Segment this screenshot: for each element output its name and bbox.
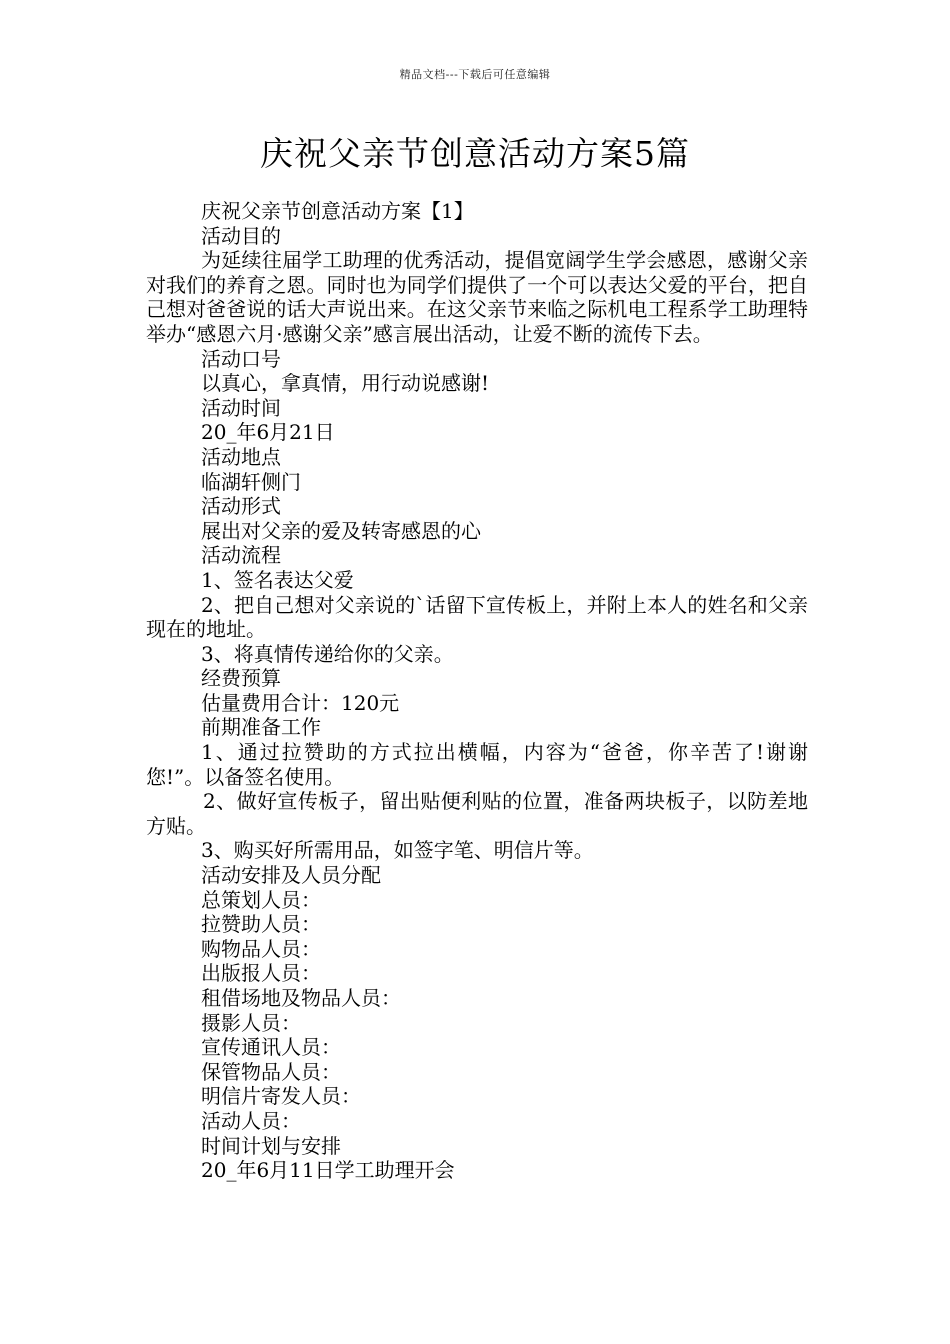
header-note: 精品文档---下载后可任意编辑 [399,68,551,81]
prep-step: 2、做好宣传板子，留出贴便利贴的位置，准备两块板子，以防差地方贴。 [146,789,808,838]
schedule-heading: 时间计划与安排 [201,1133,341,1158]
staff-role: 宣传通讯人员： [201,1035,341,1060]
staff-role: 摄影人员： [201,1010,301,1035]
budget-heading: 经费预算 [201,666,281,691]
staff-heading: 活动安排及人员分配 [201,863,381,888]
process-heading: 活动流程 [201,543,281,568]
process-step: 2、把自己想对父亲说的`话留下宣传板上，并附上本人的姓名和父亲现在的地址。 [146,592,808,642]
process-step: 3、将真情传递给你的父亲。 [201,641,454,666]
purpose-heading: 活动目的 [201,223,281,248]
staff-role: 活动人员： [201,1108,301,1133]
budget-text: 估量费用合计：120元 [201,690,400,715]
place-text: 临湖轩侧门 [201,469,301,494]
time-text: 20_年6月21日 [201,420,335,445]
form-heading: 活动形式 [201,494,281,519]
time-heading: 活动时间 [201,395,281,420]
prep-heading: 前期准备工作 [201,715,321,740]
staff-role: 拉赞助人员： [201,912,321,937]
staff-role: 购物品人员： [201,936,321,961]
purpose-paragraph: 为延续往届学工助理的优秀活动，提倡宽阔学生学会感恩，感谢父亲对我们的养育之恩。同时也为同学们提供了一个可以表达父爱的平台，把自己想对爸爸说的话大声说出来。在这父亲节来临之际机电工程系学工助理特举办“感恩六月·感谢父亲”感言展出活动，让爱不断的流传下去。 [146,248,808,346]
schedule-item: 20_年6月11日学工助理开会 [201,1158,455,1183]
staff-role: 明信片寄发人员： [201,1084,361,1109]
staff-role: 总策划人员： [201,887,321,912]
section-title: 庆祝父亲节创意活动方案【1】 [201,199,474,223]
prep-step: 3、购买好所需用品，如签字笔、明信片等。 [201,838,594,863]
form-text: 展出对父亲的爱及转寄感恩的心 [201,518,481,543]
staff-role: 租借场地及物品人员： [201,986,401,1010]
process-step: 1、签名表达父爱 [201,567,354,592]
place-heading: 活动地点 [201,444,281,469]
staff-role: 保管物品人员： [201,1059,341,1084]
document-body [146,199,808,1183]
document-title: 庆祝父亲节创意活动方案5篇 [260,134,690,173]
staff-role: 出版报人员： [201,961,321,986]
slogan-text: 以真心，拿真情，用行动说感谢! [201,371,490,396]
prep-step: 1、通过拉赞助的方式拉出横幅，内容为“爸爸，你辛苦了!谢谢您!”。以备签名使用。 [146,740,808,789]
slogan-heading: 活动口号 [201,346,281,371]
